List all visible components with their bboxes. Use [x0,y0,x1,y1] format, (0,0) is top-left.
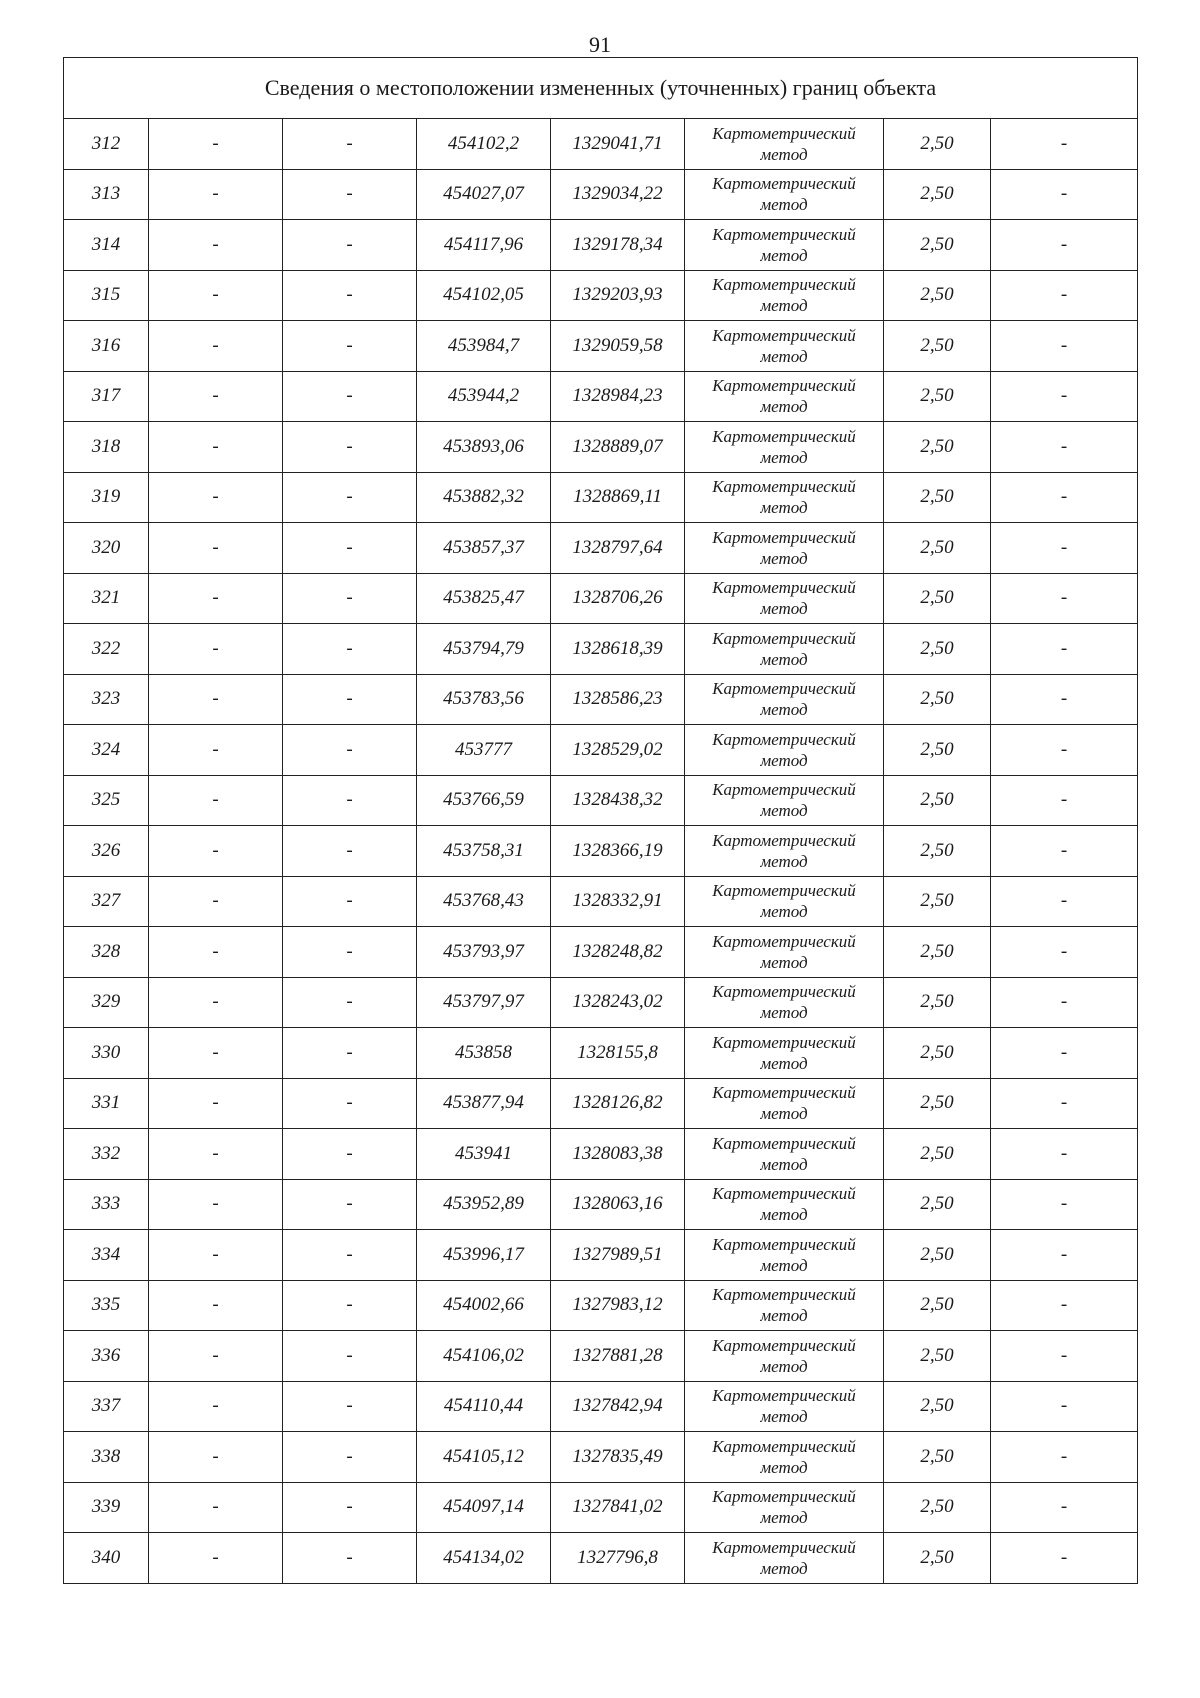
existing-x-cell: - [149,321,283,372]
accuracy-cell: 2,50 [884,624,991,675]
new-x-cell: 454102,05 [417,270,551,321]
existing-x-cell: - [149,523,283,574]
new-x-cell: 453758,31 [417,826,551,877]
accuracy-cell: 2,50 [884,775,991,826]
accuracy-cell: 2,50 [884,422,991,473]
new-y-cell: 1328438,32 [551,775,685,826]
method-text: Картометрический метод [712,628,856,669]
description-cell: - [991,1230,1138,1281]
point-number-cell: 335 [64,1280,149,1331]
accuracy-cell: 2,50 [884,927,991,978]
description-cell: - [991,624,1138,675]
new-y-cell: 1327835,49 [551,1432,685,1483]
new-x-cell: 453877,94 [417,1078,551,1129]
method-cell [685,876,884,927]
accuracy-cell: 2,50 [884,371,991,422]
point-number-cell: 324 [64,725,149,776]
method-text: Картометрический метод [712,1436,856,1477]
point-number-cell: 334 [64,1230,149,1281]
table-row [64,1028,1138,1079]
table-row [64,674,1138,725]
accuracy-cell: 2,50 [884,1482,991,1533]
method-cell [685,1028,884,1079]
existing-x-cell: - [149,1078,283,1129]
existing-x-cell: - [149,1432,283,1483]
boundary-coordinates-table [63,57,1138,1584]
new-x-cell: 454027,07 [417,169,551,220]
existing-y-cell: - [283,270,417,321]
accuracy-cell: 2,50 [884,826,991,877]
description-cell: - [991,977,1138,1028]
new-x-cell: 453768,43 [417,876,551,927]
table-row [64,826,1138,877]
table-row [64,119,1138,170]
existing-x-cell: - [149,1381,283,1432]
method-text: Картометрический метод [712,578,856,619]
new-y-cell: 1328869,11 [551,472,685,523]
accuracy-cell: 2,50 [884,876,991,927]
method-text: Картометрический метод [712,881,856,922]
existing-y-cell: - [283,775,417,826]
new-y-cell: 1328063,16 [551,1179,685,1230]
method-text: Картометрический метод [712,1386,856,1427]
point-number-cell: 340 [64,1533,149,1584]
new-x-cell: 453882,32 [417,472,551,523]
table-row [64,775,1138,826]
table-row [64,371,1138,422]
method-text: Картометрический метод [712,1335,856,1376]
method-text: Картометрический метод [712,1537,856,1578]
existing-x-cell: - [149,472,283,523]
method-text: Картометрический метод [712,174,856,215]
accuracy-cell: 2,50 [884,725,991,776]
new-x-cell: 454106,02 [417,1331,551,1382]
point-number-cell: 333 [64,1179,149,1230]
existing-y-cell: - [283,1482,417,1533]
table-row [64,573,1138,624]
description-cell: - [991,1432,1138,1483]
accuracy-cell: 2,50 [884,1381,991,1432]
existing-y-cell: - [283,725,417,776]
description-cell: - [991,1482,1138,1533]
description-cell: - [991,1533,1138,1584]
new-y-cell: 1327983,12 [551,1280,685,1331]
method-cell [685,220,884,271]
existing-x-cell: - [149,169,283,220]
description-cell: - [991,725,1138,776]
point-number-cell: 315 [64,270,149,321]
description-cell: - [991,1331,1138,1382]
accuracy-cell: 2,50 [884,1078,991,1129]
existing-x-cell: - [149,826,283,877]
new-y-cell: 1328984,23 [551,371,685,422]
description-cell: - [991,270,1138,321]
method-text: Картометрический метод [712,1184,856,1225]
method-cell [685,422,884,473]
existing-y-cell: - [283,1432,417,1483]
new-y-cell: 1329041,71 [551,119,685,170]
page-number: 91 [589,32,611,57]
method-text: Картометрический метод [712,325,856,366]
description-cell: - [991,119,1138,170]
method-cell [685,927,884,978]
accuracy-cell: 2,50 [884,220,991,271]
existing-y-cell: - [283,321,417,372]
point-number-cell: 322 [64,624,149,675]
existing-y-cell: - [283,1230,417,1281]
new-y-cell: 1329034,22 [551,169,685,220]
method-text: Картометрический метод [712,679,856,720]
description-cell: - [991,169,1138,220]
existing-x-cell: - [149,775,283,826]
point-number-cell: 338 [64,1432,149,1483]
description-cell: - [991,927,1138,978]
point-number-cell: 317 [64,371,149,422]
table-row [64,472,1138,523]
table-row [64,1331,1138,1382]
new-y-cell: 1328586,23 [551,674,685,725]
existing-x-cell: - [149,977,283,1028]
existing-y-cell: - [283,119,417,170]
table-title: Сведения о местоположении измененных (уточненных) границ объекта [64,58,1138,119]
method-cell [685,1078,884,1129]
method-text: Картометрический метод [712,1133,856,1174]
new-y-cell: 1328618,39 [551,624,685,675]
method-text: Картометрический метод [712,729,856,770]
method-text: Картометрический метод [712,1285,856,1326]
existing-x-cell: - [149,1230,283,1281]
new-x-cell: 453777 [417,725,551,776]
existing-x-cell: - [149,927,283,978]
point-number-cell: 339 [64,1482,149,1533]
new-y-cell: 1328706,26 [551,573,685,624]
existing-y-cell: - [283,826,417,877]
description-cell: - [991,775,1138,826]
new-y-cell: 1328155,8 [551,1028,685,1079]
method-cell [685,523,884,574]
existing-x-cell: - [149,1280,283,1331]
table-row [64,523,1138,574]
description-cell: - [991,321,1138,372]
method-cell [685,826,884,877]
existing-y-cell: - [283,220,417,271]
point-number-cell: 314 [64,220,149,271]
accuracy-cell: 2,50 [884,1028,991,1079]
new-x-cell: 454110,44 [417,1381,551,1432]
existing-x-cell: - [149,1179,283,1230]
new-x-cell: 453857,37 [417,523,551,574]
existing-y-cell: - [283,1028,417,1079]
method-cell [685,674,884,725]
table-row [64,422,1138,473]
method-cell [685,573,884,624]
table-row [64,876,1138,927]
accuracy-cell: 2,50 [884,1533,991,1584]
accuracy-cell: 2,50 [884,1129,991,1180]
existing-x-cell: - [149,422,283,473]
table-row [64,1280,1138,1331]
point-number-cell: 326 [64,826,149,877]
existing-x-cell: - [149,220,283,271]
accuracy-cell: 2,50 [884,321,991,372]
method-text: Картометрический метод [712,931,856,972]
existing-y-cell: - [283,1129,417,1180]
point-number-cell: 327 [64,876,149,927]
point-number-cell: 321 [64,573,149,624]
method-text: Картометрический метод [712,224,856,265]
point-number-cell: 319 [64,472,149,523]
existing-y-cell: - [283,1078,417,1129]
new-x-cell: 453825,47 [417,573,551,624]
method-text: Картометрический метод [712,780,856,821]
new-y-cell: 1328366,19 [551,826,685,877]
method-text: Картометрический метод [712,426,856,467]
new-y-cell: 1328083,38 [551,1129,685,1180]
existing-y-cell: - [283,573,417,624]
new-x-cell: 453893,06 [417,422,551,473]
table-row [64,1381,1138,1432]
existing-y-cell: - [283,1533,417,1584]
new-y-cell: 1328243,02 [551,977,685,1028]
method-text: Картометрический метод [712,527,856,568]
description-cell: - [991,220,1138,271]
description-cell: - [991,422,1138,473]
table-row [64,725,1138,776]
description-cell: - [991,472,1138,523]
accuracy-cell: 2,50 [884,119,991,170]
description-cell: - [991,1028,1138,1079]
table-body [64,58,1138,1584]
existing-x-cell: - [149,1331,283,1382]
method-cell [685,725,884,776]
new-y-cell: 1328797,64 [551,523,685,574]
table-row [64,1432,1138,1483]
new-y-cell: 1329059,58 [551,321,685,372]
existing-x-cell: - [149,1028,283,1079]
table-row [64,1179,1138,1230]
description-cell: - [991,371,1138,422]
new-x-cell: 453952,89 [417,1179,551,1230]
point-number-cell: 329 [64,977,149,1028]
description-cell: - [991,826,1138,877]
existing-y-cell: - [283,876,417,927]
existing-y-cell: - [283,523,417,574]
new-y-cell: 1328248,82 [551,927,685,978]
accuracy-cell: 2,50 [884,523,991,574]
existing-x-cell: - [149,1533,283,1584]
new-x-cell: 453766,59 [417,775,551,826]
new-x-cell: 453858 [417,1028,551,1079]
method-cell [685,371,884,422]
new-x-cell: 453944,2 [417,371,551,422]
new-x-cell: 453797,97 [417,977,551,1028]
method-text: Картометрический метод [712,982,856,1023]
accuracy-cell: 2,50 [884,1179,991,1230]
description-cell: - [991,674,1138,725]
point-number-cell: 336 [64,1331,149,1382]
method-text: Картометрический метод [712,1032,856,1073]
existing-y-cell: - [283,422,417,473]
method-text: Картометрический метод [712,1487,856,1528]
method-cell [685,270,884,321]
new-y-cell: 1327841,02 [551,1482,685,1533]
new-y-cell: 1328529,02 [551,725,685,776]
table-row [64,220,1138,271]
method-cell [685,624,884,675]
method-text: Картометрический метод [712,275,856,316]
point-number-cell: 320 [64,523,149,574]
description-cell: - [991,1078,1138,1129]
description-cell: - [991,573,1138,624]
existing-y-cell: - [283,624,417,675]
table-row [64,1533,1138,1584]
point-number-cell: 325 [64,775,149,826]
table-row [64,1078,1138,1129]
method-cell [685,1482,884,1533]
existing-x-cell: - [149,876,283,927]
accuracy-cell: 2,50 [884,1280,991,1331]
point-number-cell: 328 [64,927,149,978]
point-number-cell: 337 [64,1381,149,1432]
new-y-cell: 1327881,28 [551,1331,685,1382]
existing-y-cell: - [283,472,417,523]
method-cell [685,169,884,220]
new-y-cell: 1329178,34 [551,220,685,271]
accuracy-cell: 2,50 [884,674,991,725]
existing-y-cell: - [283,674,417,725]
existing-y-cell: - [283,1381,417,1432]
method-cell [685,1533,884,1584]
table-row [64,169,1138,220]
description-cell: - [991,1280,1138,1331]
point-number-cell: 318 [64,422,149,473]
new-x-cell: 453984,7 [417,321,551,372]
new-x-cell: 454097,14 [417,1482,551,1533]
existing-x-cell: - [149,674,283,725]
description-cell: - [991,1179,1138,1230]
existing-y-cell: - [283,1179,417,1230]
table-row [64,1129,1138,1180]
table-row [64,321,1138,372]
table-row [64,624,1138,675]
new-x-cell: 453941 [417,1129,551,1180]
method-cell [685,775,884,826]
method-cell [685,1381,884,1432]
accuracy-cell: 2,50 [884,1230,991,1281]
description-cell: - [991,1381,1138,1432]
table-row [64,977,1138,1028]
existing-x-cell: - [149,624,283,675]
new-x-cell: 453794,79 [417,624,551,675]
point-number-cell: 331 [64,1078,149,1129]
existing-x-cell: - [149,573,283,624]
existing-x-cell: - [149,725,283,776]
method-text: Картометрический метод [712,376,856,417]
new-x-cell: 454117,96 [417,220,551,271]
new-x-cell: 454105,12 [417,1432,551,1483]
new-y-cell: 1328889,07 [551,422,685,473]
method-cell [685,1280,884,1331]
new-x-cell: 453793,97 [417,927,551,978]
new-y-cell: 1327796,8 [551,1533,685,1584]
point-number-cell: 313 [64,169,149,220]
method-cell [685,977,884,1028]
point-number-cell: 323 [64,674,149,725]
point-number-cell: 312 [64,119,149,170]
method-cell [685,1331,884,1382]
accuracy-cell: 2,50 [884,1432,991,1483]
method-cell [685,472,884,523]
accuracy-cell: 2,50 [884,169,991,220]
existing-x-cell: - [149,1129,283,1180]
new-y-cell: 1329203,93 [551,270,685,321]
new-y-cell: 1328332,91 [551,876,685,927]
method-cell [685,119,884,170]
description-cell: - [991,523,1138,574]
method-text: Картометрический метод [712,123,856,164]
point-number-cell: 330 [64,1028,149,1079]
description-cell: - [991,876,1138,927]
method-cell [685,1179,884,1230]
table-title-row [64,58,1138,119]
table-row [64,1482,1138,1533]
accuracy-cell: 2,50 [884,977,991,1028]
new-y-cell: 1328126,82 [551,1078,685,1129]
accuracy-cell: 2,50 [884,270,991,321]
accuracy-cell: 2,50 [884,472,991,523]
new-x-cell: 454102,2 [417,119,551,170]
new-x-cell: 453996,17 [417,1230,551,1281]
new-x-cell: 454134,02 [417,1533,551,1584]
existing-x-cell: - [149,119,283,170]
existing-y-cell: - [283,927,417,978]
existing-y-cell: - [283,1280,417,1331]
new-x-cell: 454002,66 [417,1280,551,1331]
existing-y-cell: - [283,1331,417,1382]
existing-y-cell: - [283,977,417,1028]
method-cell [685,321,884,372]
method-text: Картометрический метод [712,1234,856,1275]
method-cell [685,1230,884,1281]
method-cell [685,1432,884,1483]
table-row [64,270,1138,321]
accuracy-cell: 2,50 [884,573,991,624]
method-text: Картометрический метод [712,1083,856,1124]
new-y-cell: 1327842,94 [551,1381,685,1432]
point-number-cell: 332 [64,1129,149,1180]
method-text: Картометрический метод [712,830,856,871]
point-number-cell: 316 [64,321,149,372]
method-text: Картометрический метод [712,477,856,518]
method-cell [685,1129,884,1180]
description-cell: - [991,1129,1138,1180]
existing-y-cell: - [283,169,417,220]
accuracy-cell: 2,50 [884,1331,991,1382]
new-y-cell: 1327989,51 [551,1230,685,1281]
existing-x-cell: - [149,371,283,422]
existing-x-cell: - [149,270,283,321]
existing-y-cell: - [283,371,417,422]
table-row [64,1230,1138,1281]
new-x-cell: 453783,56 [417,674,551,725]
table-row [64,927,1138,978]
existing-x-cell: - [149,1482,283,1533]
